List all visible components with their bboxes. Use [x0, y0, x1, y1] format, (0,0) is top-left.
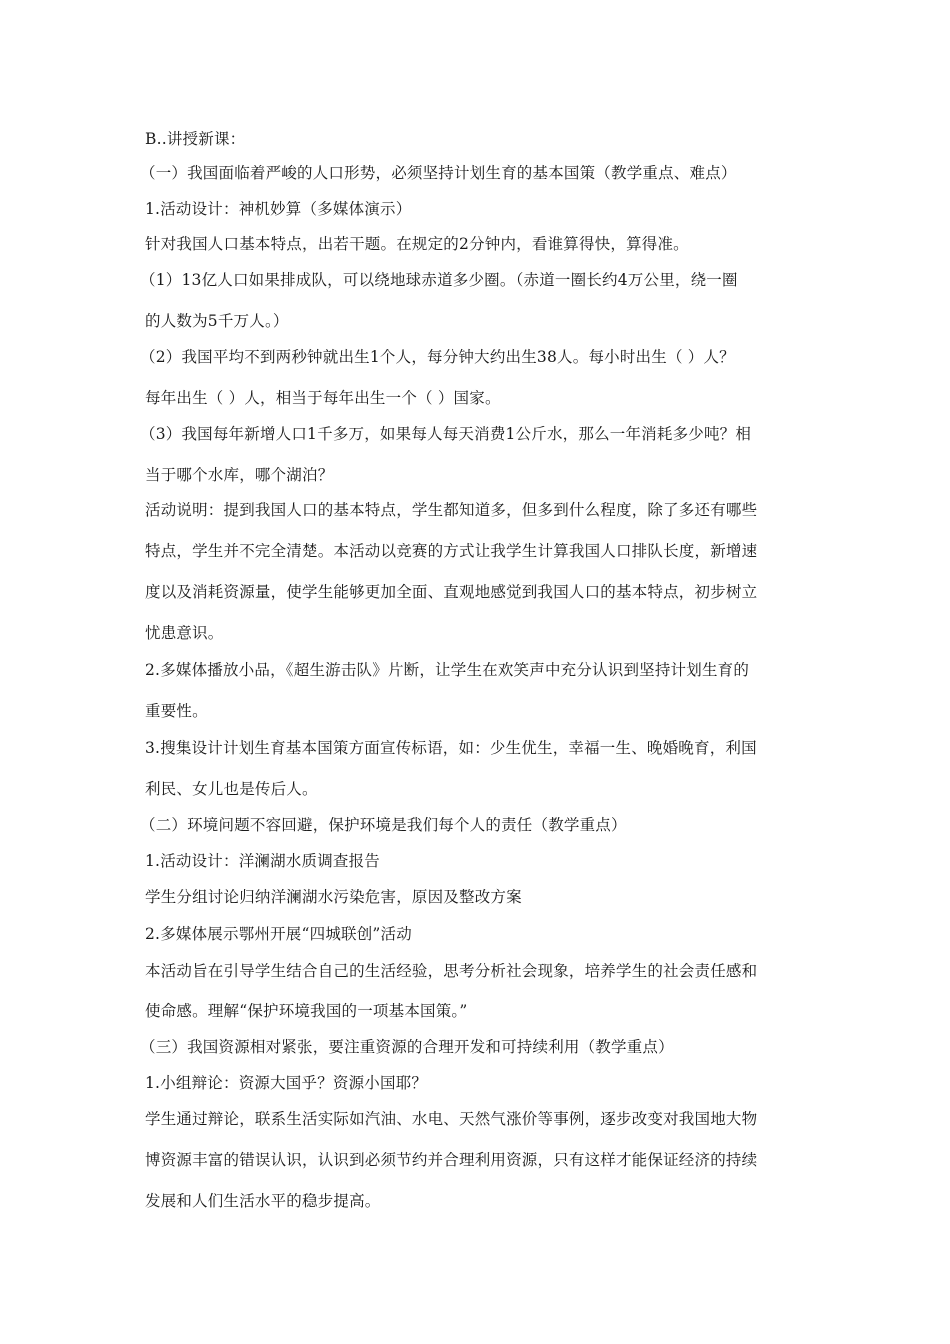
activity-title: 2.多媒体展示鄂州开展“四城联创”活动: [145, 925, 412, 943]
paragraph-line: 学生通过辩论，联系生活实际如汽油、水电、天然气涨价等事例，逐步改变对我国地大物: [145, 1110, 758, 1128]
paragraph-line: 利民、女儿也是传后人。: [145, 780, 318, 798]
question-line: （2）我国平均不到两秒钟就出生1个人，每分钟大约出生38人。每小时出生（ ）人？: [140, 348, 735, 366]
paragraph-line: 度以及消耗资源量，使学生能够更加全面、直观地感觉到我国人口的基本特点，初步树立: [145, 583, 758, 601]
paragraph-line: 活动说明：提到我国人口的基本特点，学生都知道多，但多到什么程度，除了多还有哪些: [145, 501, 758, 519]
paragraph-line: 发展和人们生活水平的稳步提高。: [145, 1192, 381, 1210]
paragraph-line: 学生分组讨论归纳洋澜湖水污染危害，原因及整改方案: [145, 888, 522, 906]
activity-title: 2.多媒体播放小品，《超生游击队》片断，让学生在欢笑声中充分认识到坚持计划生育的: [145, 661, 750, 679]
section-heading: B..讲授新课：: [145, 130, 246, 148]
activity-title: 1.小组辩论：资源大国乎？资源小国耶？: [145, 1074, 428, 1092]
paragraph-line: 特点，学生并不完全清楚。本活动以竞赛的方式让我学生计算我国人口排队长度，新增速: [145, 542, 758, 560]
question-line: （1）13亿人口如果排成队，可以绕地球赤道多少圈。（赤道一圈长约4万公里，绕一圈: [140, 271, 738, 289]
paragraph-line: 忧患意识。: [145, 624, 224, 642]
paragraph-line: 博资源丰富的错误认识，认识到必须节约并合理利用资源，只有这样才能保证经济的持续: [145, 1151, 758, 1169]
question-line: （3）我国每年新增人口1千多万，如果每人每天消费1公斤水，那么一年消耗多少吨？相: [140, 425, 752, 443]
subsection-heading: （一）我国面临着严峻的人口形势，必须坚持计划生育的基本国策（教学重点、难点）: [140, 164, 737, 182]
activity-title: 1.活动设计：神机妙算（多媒体演示）: [145, 200, 412, 218]
paragraph-line: 使命感。理解“保护环境我国的一项基本国策。”: [145, 1002, 468, 1020]
paragraph-line: 重要性。: [145, 702, 208, 720]
activity-title: 1.活动设计：洋澜湖水质调查报告: [145, 852, 380, 870]
paragraph-line: 针对我国人口基本特点，出若干题。在规定的2分钟内，看谁算得快，算得准。: [145, 235, 689, 253]
question-line: 每年出生（ ）人，相当于每年出生一个（ ）国家。: [145, 389, 501, 407]
question-line: 当于哪个水库，哪个湖泊？: [145, 466, 334, 484]
subsection-heading: （三）我国资源相对紧张，要注重资源的合理开发和可持续利用（教学重点）: [140, 1038, 674, 1056]
subsection-heading: （二）环境问题不容回避，保护环境是我们每个人的责任（教学重点）: [140, 816, 627, 834]
question-line: 的人数为5千万人。）: [145, 312, 289, 330]
activity-title: 3.搜集设计计划生育基本国策方面宣传标语，如：少生优生，幸福一生、晚婚晚育，利国: [145, 739, 757, 757]
paragraph-line: 本活动旨在引导学生结合自己的生活经验，思考分析社会现象，培养学生的社会责任感和: [145, 962, 758, 980]
